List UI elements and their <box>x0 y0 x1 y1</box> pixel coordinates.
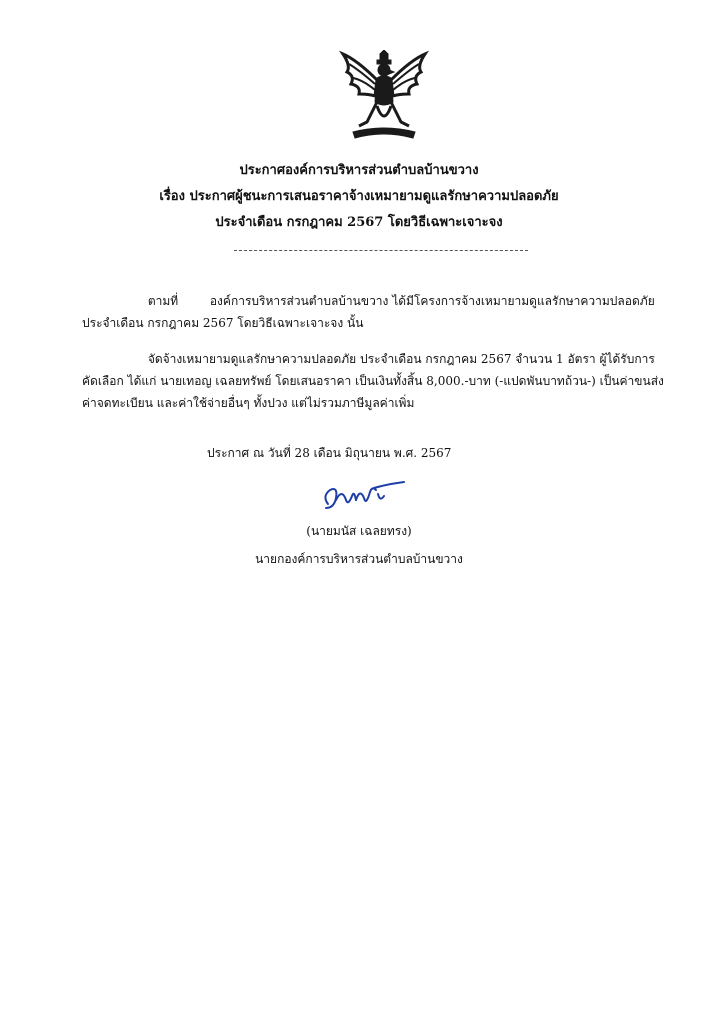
announcement-period: ประจำเดือน กรกฎาคม 2567 โดยวิธีเฉพาะเจาะจง <box>215 215 503 230</box>
header-divider <box>234 250 528 251</box>
signature-icon <box>318 478 408 516</box>
paragraph-background <box>82 290 655 334</box>
garuda-emblem-icon <box>337 50 431 144</box>
announcement-date: ประกาศ ณ วันที่ 28 เดือน มิถุนายน พ.ศ. 2567 <box>207 446 452 460</box>
paragraph-line: จัดจ้างเหมายามดูแลรักษาความปลอดภัย ประจำเดือน กรกฎาคม 2567 จำนวน 1 อัตรา ผู้ได้รับการ <box>147 352 655 366</box>
signatory-position: นายกองค์การบริหารส่วนตำบลบ้านขวาง <box>255 552 463 566</box>
paragraph-line: คัดเลือก ได้แก่ นายเทอญ เฉลยทรัพย์ โดยเสนอราคา เป็นเงินทั้งสิ้น 8,000.-บาท (-แปดพันบาทถ้วน-) เป็นค่าขนส่ง <box>82 374 664 388</box>
paragraph-award <box>82 348 664 414</box>
paragraph-line: ประจำเดือน กรกฎาคม 2567 โดยวิธีเฉพาะเจาะจง นั้น <box>82 316 364 330</box>
announcement-subject: เรื่อง ประกาศผู้ชนะการเสนอราคาจ้างเหมายามดูแลรักษาความปลอดภัย <box>159 189 559 204</box>
announcement-title: ประกาศองค์การบริหารส่วนตำบลบ้านขวาง <box>239 163 479 178</box>
paragraph-line: ค่าจดทะเบียน และค่าใช้จ่ายอื่นๆ ทั้งปวง แต่ไม่รวมภาษีมูลค่าเพิ่ม <box>82 396 415 410</box>
paragraph-line: องค์การบริหารส่วนตำบลบ้านขวาง ได้มีโครงการจ้างเหมายามดูแลรักษาความปลอดภัย <box>209 294 655 308</box>
paragraph-lead: ตามที่ <box>147 294 179 308</box>
signatory-name: (นายมนัส เฉลยทรง) <box>306 524 412 538</box>
